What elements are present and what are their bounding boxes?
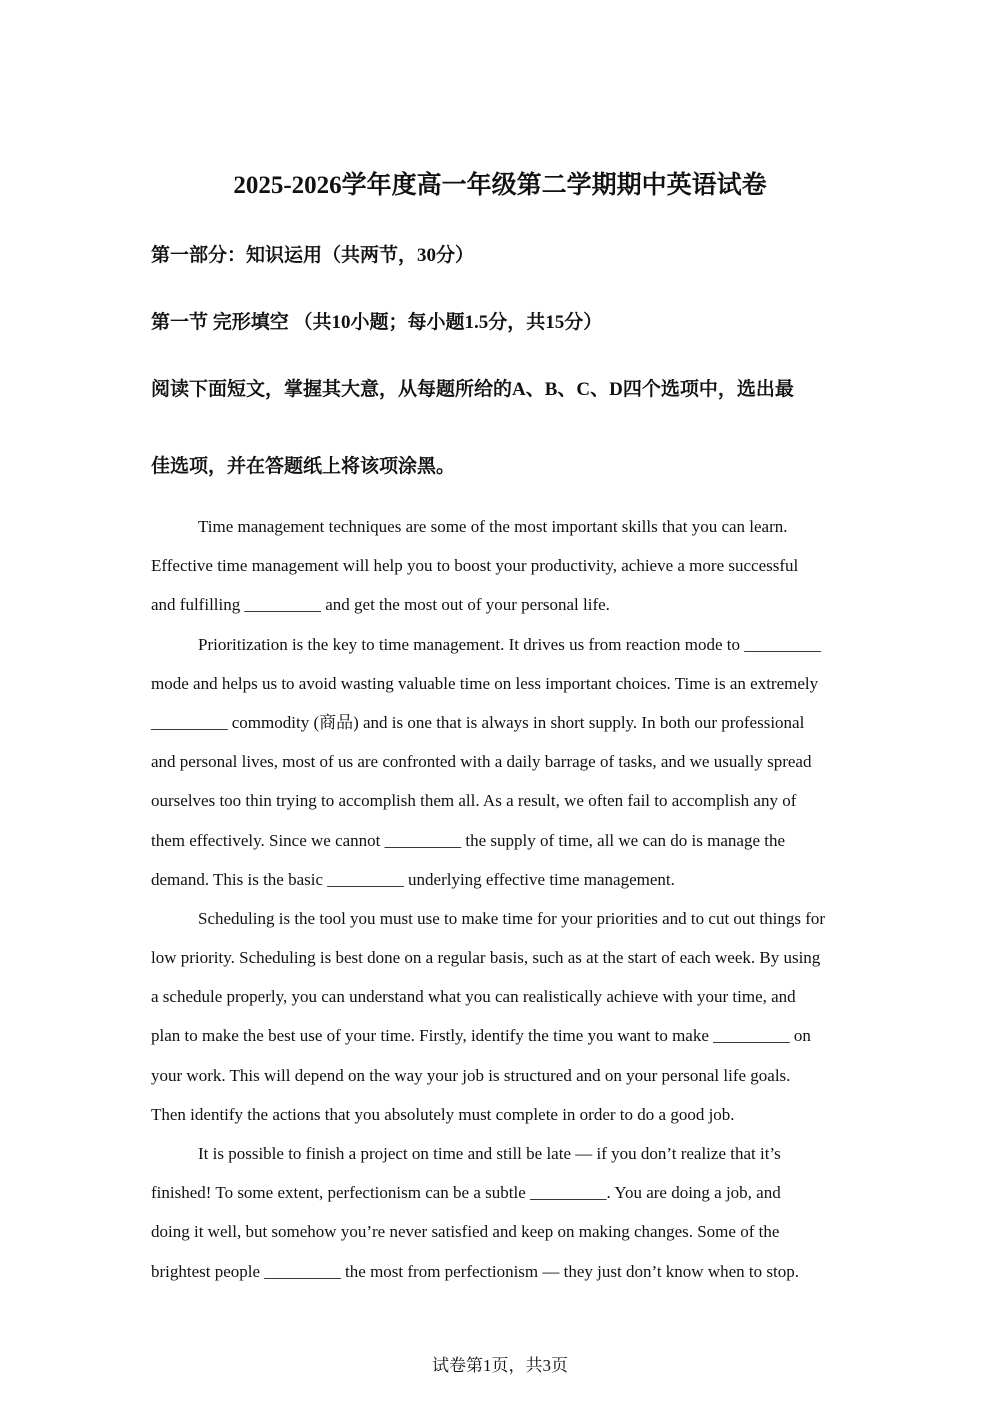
passage-paragraph-4 [151, 1134, 851, 1291]
passage-line: and fulfilling _________ and get the most out of your personal life. [151, 595, 610, 615]
part-heading: 第一部分：知识运用（共两节，30分） [151, 245, 475, 266]
passage-line: mode and helps us to avoid wasting valuable time on less important choices. Time is an extremely [151, 673, 819, 693]
passage-line: plan to make the best use of your time. Firstly, identify the time you want to make _________ on [151, 1026, 811, 1046]
passage-line: low priority. Scheduling is best done on a regular basis, such as at the start of each week. By using [151, 948, 821, 968]
passage-line: _________ commodity (商品) and is one that is always in short supply. In both our professional [151, 712, 805, 732]
passage-line: Time management techniques are some of the most important skills that you can learn. [198, 517, 788, 536]
cloze-passage [151, 507, 851, 1291]
exam-title: 2025-2026学年度高一年级第二学期期中英语试卷 [233, 172, 767, 199]
passage-line: brightest people _________ the most from perfectionism — they just don’t know when to stop. [151, 1261, 799, 1281]
passage-line: them effectively. Since we cannot _________ the supply of time, all we can do is manage the [151, 830, 786, 850]
page-footer: 试卷第1页，共3页 [432, 1356, 568, 1375]
passage-line: demand. This is the basic _________ underlying effective time management. [151, 869, 675, 889]
passage-line: Then identify the actions that you absolutely must complete in order to do a good job. [151, 1104, 735, 1124]
passage-line: Prioritization is the key to time management. It drives us from reaction mode to _________ [198, 634, 821, 654]
passage-line: ourselves too thin trying to accomplish them all. As a result, we often fail to accomplish any of [151, 791, 797, 811]
passage-paragraph-2 [151, 625, 851, 899]
passage-line: Scheduling is the tool you must use to make time for your priorities and to cut out things for [198, 908, 826, 928]
passage-paragraph-1 [151, 507, 851, 625]
section-heading: 第一节 完形填空 （共10小题；每小题1.5分，共15分） [151, 312, 603, 333]
passage-line: and personal lives, most of us are confronted with a daily barrage of tasks, and we usually spread [151, 752, 812, 772]
passage-line: finished! To some extent, perfectionism can be a subtle _________. You are doing a job, and [151, 1183, 781, 1203]
instructions-line-2: 佳选项，并在答题纸上将该项涂黑。 [151, 456, 456, 477]
passage-line: your work. This will depend on the way your job is structured and on your personal life goals. [151, 1065, 791, 1085]
passage-line: doing it well, but somehow you’re never satisfied and keep on making changes. Some of the [151, 1222, 780, 1242]
passage-line: a schedule properly, you can understand what you can realistically achieve with your time, and [151, 987, 796, 1007]
passage-line: It is possible to finish a project on time and still be late — if you don’t realize that it’s [198, 1144, 781, 1163]
passage-paragraph-3 [151, 899, 851, 1134]
instructions-line-1: 阅读下面短文，掌握其大意，从每题所给的A、B、C、D四个选项中，选出最 [151, 379, 794, 400]
passage-line: Effective time management will help you to boost your productivity, achieve a more successful [151, 556, 799, 576]
